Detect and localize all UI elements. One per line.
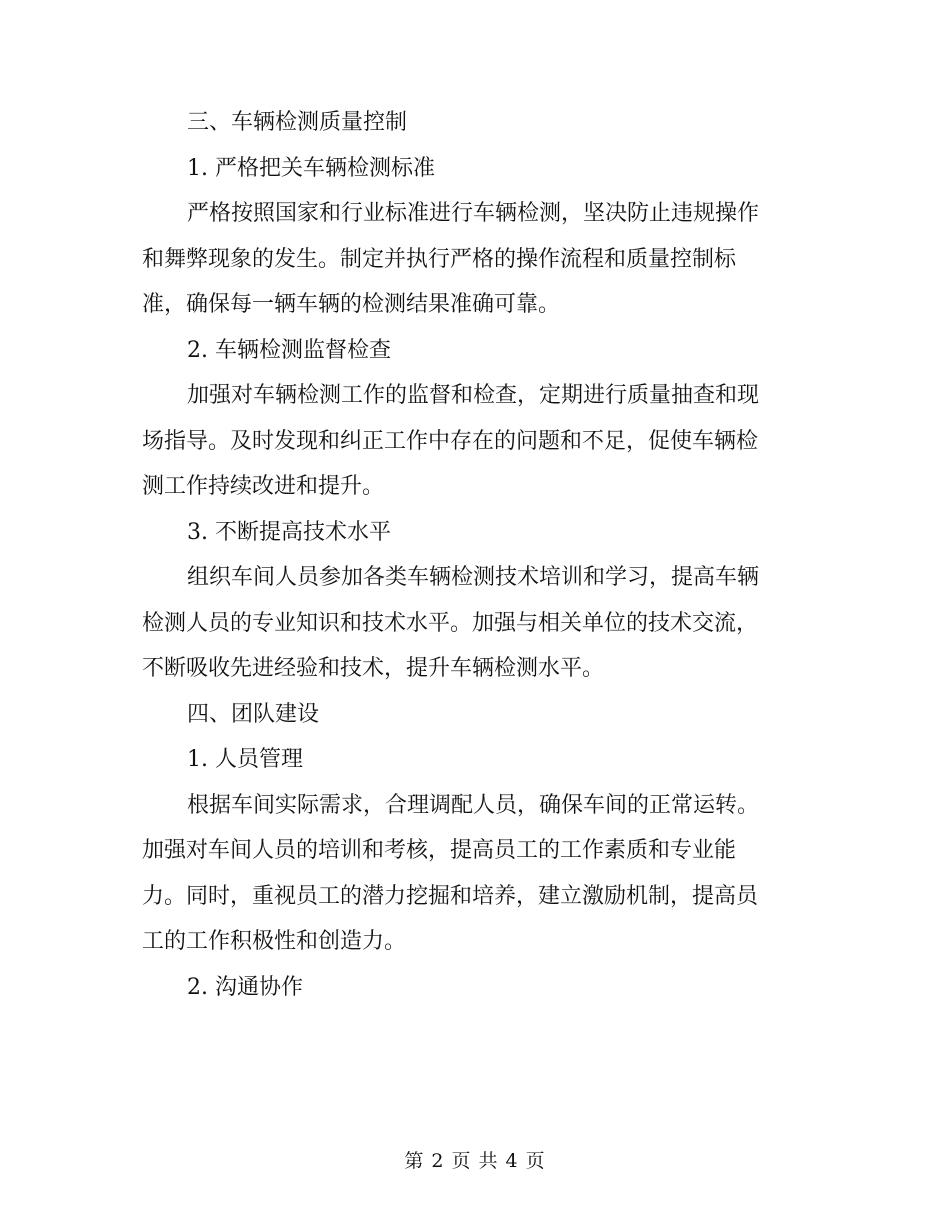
paragraph-line: 工的工作积极性和创造力。 (142, 929, 407, 954)
paragraph-line: 组织车间人员参加各类车辆检测技术培训和学习，提高车辆 (187, 565, 760, 590)
paragraph-line: 力。同时，重视员工的潜力挖掘和培养，建立激励机制，提高员 (142, 883, 759, 909)
page-number-footer: 第 2 页 共 4 页 (404, 1150, 546, 1172)
paragraph-line: 严格按照国家和行业标准进行车辆检测，坚决防止违规操作 (187, 201, 760, 226)
section-heading-team-building: 四、团队建设 (187, 701, 320, 727)
paragraph-line: 不断吸收先进经验和技术，提升车辆检测水平。 (142, 656, 605, 681)
document-body (142, 100, 802, 1010)
paragraph-line: 场指导。及时发现和纠正工作中存在的问题和不足，促使车辆检 (142, 428, 759, 454)
subheading-inspection-standards: 1. 严格把关车辆检测标准 (187, 155, 435, 181)
subheading-communication: 2. 沟通协作 (187, 974, 303, 1000)
paragraph-line: 加强对车间人员的培训和考核，提高员工的工作素质和专业能 (142, 838, 737, 863)
paragraph-line: 测工作持续改进和提升。 (142, 474, 385, 499)
paragraph-line: 加强对车辆检测工作的监督和检查，定期进行质量抽查和现 (187, 383, 760, 408)
section-heading-quality-control: 三、车辆检测质量控制 (187, 110, 408, 135)
paragraph-line: 检测人员的专业知识和技术水平。加强与相关单位的技术交流， (142, 610, 759, 636)
subheading-technical-level: 3. 不断提高技术水平 (187, 519, 391, 545)
paragraph-line: 和舞弊现象的发生。制定并执行严格的操作流程和质量控制标 (142, 246, 737, 272)
paragraph-line: 准，确保每一辆车辆的检测结果准确可靠。 (142, 292, 561, 317)
subheading-supervision: 2. 车辆检测监督检查 (187, 337, 391, 363)
subheading-personnel-management: 1. 人员管理 (187, 747, 303, 772)
paragraph-line: 根据车间实际需求，合理调配人员，确保车间的正常运转。 (187, 792, 760, 818)
